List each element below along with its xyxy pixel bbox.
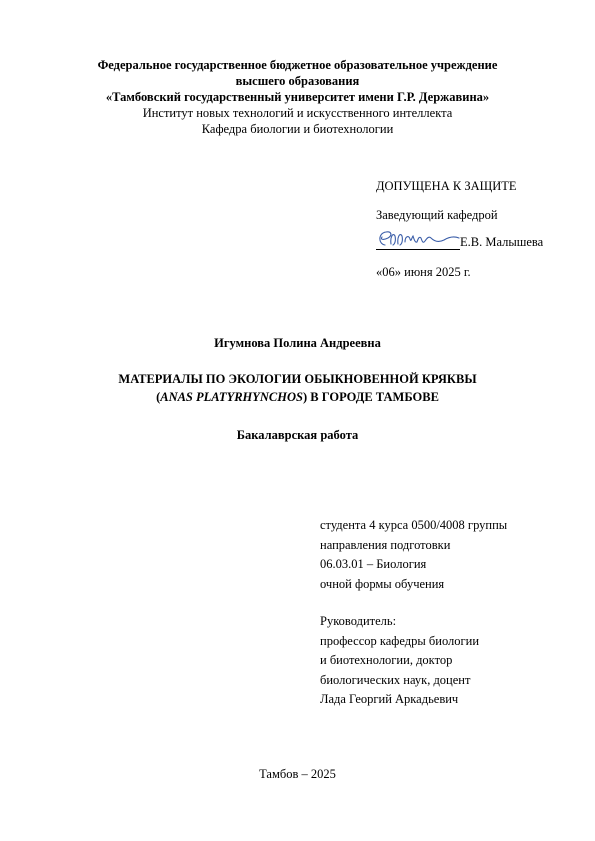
supervisor-line: профессор кафедры биологии	[320, 633, 480, 648]
institution-level: высшего образования	[235, 74, 360, 88]
signature-line	[376, 229, 460, 250]
author-name: Игумнова Полина Андреевна	[214, 336, 381, 350]
supervisor-line: и биотехнологии, доктор	[320, 653, 453, 667]
student-info-line: студента 4 курса 0500/4008 группы	[320, 518, 508, 532]
student-info-line: направления подготовки	[320, 537, 451, 552]
student-info	[320, 516, 507, 594]
supervisor-line: биологических наук, доцент	[320, 672, 471, 687]
institution-type: Федеральное государственное бюджетное образовательное учреждение	[97, 58, 498, 72]
work-title	[0, 370, 595, 406]
supervisor-info	[320, 612, 479, 710]
approval-signature-row	[376, 229, 543, 250]
institute-name: Институт новых технологий и искусственного интеллекта	[142, 106, 453, 120]
work-type: Бакалаврская работа	[236, 428, 359, 442]
supervisor-name: Лада Георгий Аркадьевич	[320, 692, 459, 706]
department-name: Кафедра биологии и биотехнологии	[201, 122, 394, 136]
approval-date: «06» июня 2025 г.	[376, 265, 471, 279]
institution-header	[0, 57, 595, 137]
approver-name: Е.В. Малышева	[460, 235, 544, 249]
footer-city-year: Тамбов – 2025	[259, 767, 336, 781]
latin-name: ANAS PLATYRHYNCHOS	[160, 390, 303, 404]
student-info-line: очной формы обучения	[320, 576, 445, 591]
student-info-line: 06.03.01 – Биология	[320, 557, 427, 571]
signature-image	[376, 227, 460, 251]
approval-title: ДОПУЩЕНА К ЗАЩИТЕ	[376, 179, 517, 193]
university-name: «Тамбовский государственный университет имени Г.Р. Державина»	[105, 90, 490, 104]
supervisor-label: Руководитель:	[320, 614, 397, 628]
approval-position: Заведующий кафедрой	[376, 208, 498, 222]
work-title-line2: (ANAS PLATYRHYNCHOS) В ГОРОДЕ ТАМБОВЕ	[156, 390, 439, 404]
work-title-line1: МАТЕРИАЛЫ ПО ЭКОЛОГИИ ОБЫКНОВЕННОЙ КРЯКВЫ	[118, 372, 477, 386]
